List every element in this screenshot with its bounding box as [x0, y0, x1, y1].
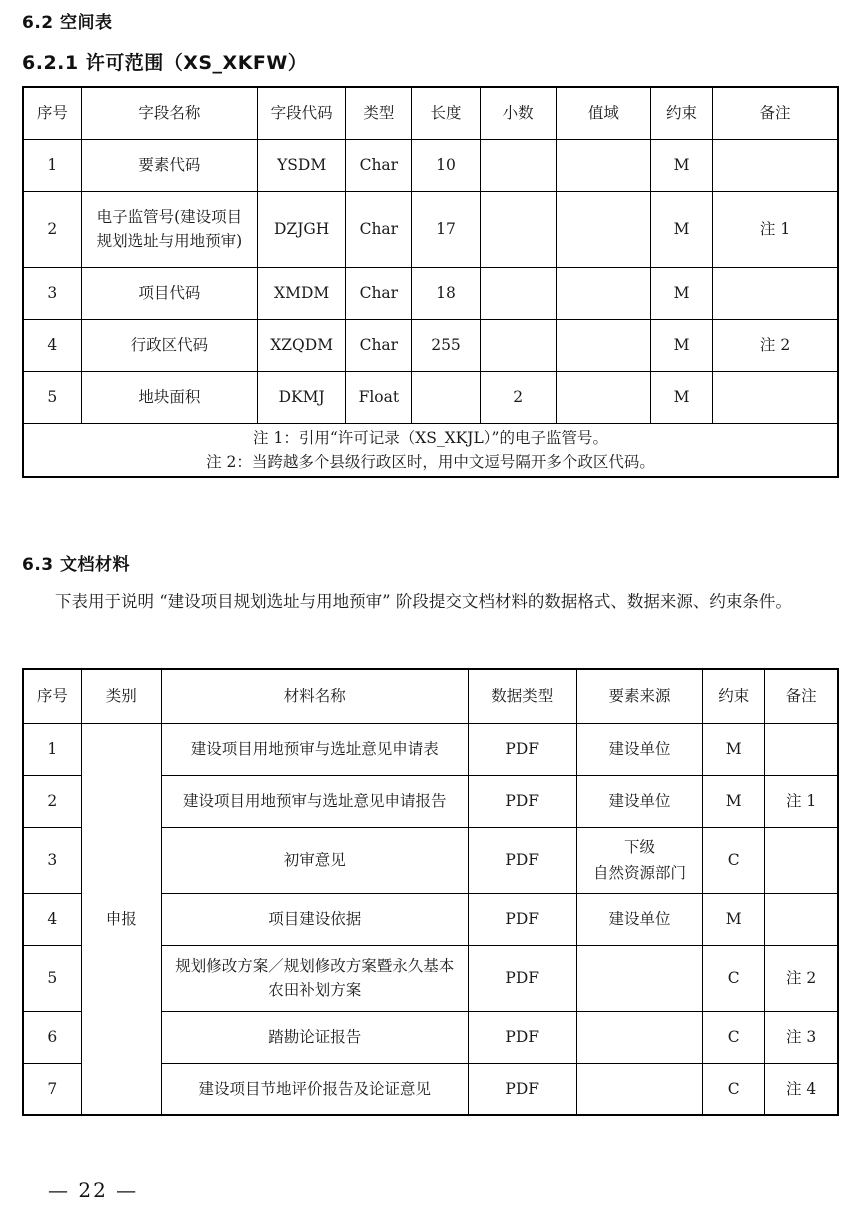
cell-no: 2	[23, 191, 81, 267]
page-number: — 22 —	[48, 1178, 139, 1202]
col-header-no: 序号	[23, 87, 81, 139]
cell-remark	[765, 723, 838, 775]
cell-type: Char	[346, 267, 412, 319]
cell-constraint: M	[703, 723, 765, 775]
col-header-remark: 备注	[713, 87, 838, 139]
cell-material-line1: 规划修改方案／规划修改方案暨永久基本	[175, 957, 455, 975]
cell-material: 踏勘论证报告	[161, 1011, 468, 1063]
table-row	[23, 191, 838, 267]
cell-source	[576, 827, 702, 893]
cell-constraint: M	[703, 775, 765, 827]
cell-no: 1	[23, 139, 81, 191]
table-row	[23, 371, 838, 423]
cell-constraint: M	[650, 319, 712, 371]
cell-no: 6	[23, 1011, 81, 1063]
table-row	[23, 267, 838, 319]
cell-constraint: C	[703, 1011, 765, 1063]
cell-constraint: C	[703, 827, 765, 893]
cell-field-name	[81, 191, 257, 267]
document-materials-table	[22, 668, 839, 1116]
cell-field-name: 地块面积	[81, 371, 257, 423]
cell-length	[412, 371, 480, 423]
cell-remark	[765, 827, 838, 893]
cell-source: 建设单位	[576, 893, 702, 945]
cell-remark: 注 1	[713, 191, 838, 267]
cell-type: Char	[346, 191, 412, 267]
cell-constraint: M	[650, 267, 712, 319]
cell-no: 3	[23, 267, 81, 319]
col-header-constraint: 约束	[703, 669, 765, 723]
cell-data-type: PDF	[468, 893, 576, 945]
table-notes-cell	[23, 423, 838, 477]
cell-material: 建设项目用地预审与选址意见申请表	[161, 723, 468, 775]
cell-no: 4	[23, 319, 81, 371]
table-row	[23, 723, 838, 775]
cell-source-line2: 自然资源部门	[592, 864, 686, 882]
col-header-domain: 值域	[556, 87, 650, 139]
table-note-2: 注 2：当跨越多个县级行政区时，用中文逗号隔开多个政区代码。	[206, 452, 655, 471]
cell-source: 建设单位	[576, 775, 702, 827]
cell-source	[576, 1011, 702, 1063]
table-header-row	[23, 87, 838, 139]
table-notes-row	[23, 423, 838, 477]
cell-decimal	[480, 191, 556, 267]
cell-no: 4	[23, 893, 81, 945]
cell-constraint: C	[703, 945, 765, 1011]
cell-remark: 注 1	[765, 775, 838, 827]
cell-field-name-line1: 电子监管号(建设项目	[96, 208, 243, 226]
cell-no: 1	[23, 723, 81, 775]
table-row	[23, 319, 838, 371]
cell-decimal: 2	[480, 371, 556, 423]
col-header-field-code: 字段代码	[258, 87, 346, 139]
cell-decimal	[480, 267, 556, 319]
cell-source-line1: 下级	[623, 838, 655, 856]
col-header-length: 长度	[412, 87, 480, 139]
cell-field-name-line2: 规划选址与用地预审)	[96, 232, 243, 250]
col-header-constraint: 约束	[650, 87, 712, 139]
cell-remark	[765, 893, 838, 945]
cell-material: 项目建设依据	[161, 893, 468, 945]
cell-no: 5	[23, 371, 81, 423]
cell-length: 18	[412, 267, 480, 319]
cell-remark: 注 3	[765, 1011, 838, 1063]
cell-remark	[713, 267, 838, 319]
cell-field-name: 项目代码	[81, 267, 257, 319]
cell-field-code: XMDM	[258, 267, 346, 319]
col-header-category: 类别	[81, 669, 161, 723]
section-heading-6-2-1: 6.2.1 许可范围（XS_XKFW）	[22, 52, 308, 74]
col-header-source: 要素来源	[576, 669, 702, 723]
cell-length: 17	[412, 191, 480, 267]
section-heading-6-2: 6.2 空间表	[22, 13, 113, 33]
cell-data-type: PDF	[468, 945, 576, 1011]
cell-data-type: PDF	[468, 1063, 576, 1115]
cell-field-code: YSDM	[258, 139, 346, 191]
cell-material	[161, 945, 468, 1011]
cell-category-merged: 申报	[81, 723, 161, 1115]
cell-length: 255	[412, 319, 480, 371]
table-header-row	[23, 669, 838, 723]
cell-decimal	[480, 319, 556, 371]
cell-no: 2	[23, 775, 81, 827]
cell-remark: 注 4	[765, 1063, 838, 1115]
cell-material: 建设项目用地预审与选址意见申请报告	[161, 775, 468, 827]
cell-length: 10	[412, 139, 480, 191]
cell-type: Char	[346, 319, 412, 371]
cell-source	[576, 1063, 702, 1115]
cell-remark	[713, 139, 838, 191]
cell-data-type: PDF	[468, 827, 576, 893]
cell-remark: 注 2	[713, 319, 838, 371]
col-header-data-type: 数据类型	[468, 669, 576, 723]
col-header-type: 类型	[346, 87, 412, 139]
cell-field-code: XZQDM	[258, 319, 346, 371]
cell-remark	[713, 371, 838, 423]
cell-domain	[556, 191, 650, 267]
cell-no: 3	[23, 827, 81, 893]
cell-domain	[556, 371, 650, 423]
cell-decimal	[480, 139, 556, 191]
cell-source: 建设单位	[576, 723, 702, 775]
cell-domain	[556, 139, 650, 191]
cell-constraint: M	[650, 139, 712, 191]
cell-field-code: DZJGH	[258, 191, 346, 267]
cell-type: Float	[346, 371, 412, 423]
cell-field-name: 行政区代码	[81, 319, 257, 371]
table-row	[23, 139, 838, 191]
cell-field-name: 要素代码	[81, 139, 257, 191]
table-note-1: 注 1：引用“许可记录（XS_XKJL）”的电子监管号。	[253, 428, 608, 447]
cell-type: Char	[346, 139, 412, 191]
cell-field-code: DKMJ	[258, 371, 346, 423]
col-header-no: 序号	[23, 669, 81, 723]
cell-no: 5	[23, 945, 81, 1011]
cell-material: 初审意见	[161, 827, 468, 893]
cell-constraint: C	[703, 1063, 765, 1115]
cell-no: 7	[23, 1063, 81, 1115]
col-header-remark: 备注	[765, 669, 838, 723]
cell-remark: 注 2	[765, 945, 838, 1011]
field-spec-table	[22, 86, 839, 478]
cell-data-type: PDF	[468, 775, 576, 827]
cell-data-type: PDF	[468, 1011, 576, 1063]
cell-material: 建设项目节地评价报告及论证意见	[161, 1063, 468, 1115]
col-header-field-name: 字段名称	[81, 87, 257, 139]
cell-material-line2: 农田补划方案	[268, 981, 362, 999]
col-header-decimal: 小数	[480, 87, 556, 139]
cell-domain	[556, 319, 650, 371]
cell-source	[576, 945, 702, 1011]
cell-constraint: M	[703, 893, 765, 945]
cell-domain	[556, 267, 650, 319]
cell-constraint: M	[650, 371, 712, 423]
section-heading-6-3: 6.3 文档材料	[22, 555, 131, 575]
cell-constraint: M	[650, 191, 712, 267]
cell-data-type: PDF	[468, 723, 576, 775]
section-6-3-paragraph: 下表用于说明 “建设项目规划选址与用地预审” 阶段提交文档材料的数据格式、数据来源、约束条件。	[55, 592, 792, 611]
col-header-material: 材料名称	[161, 669, 468, 723]
